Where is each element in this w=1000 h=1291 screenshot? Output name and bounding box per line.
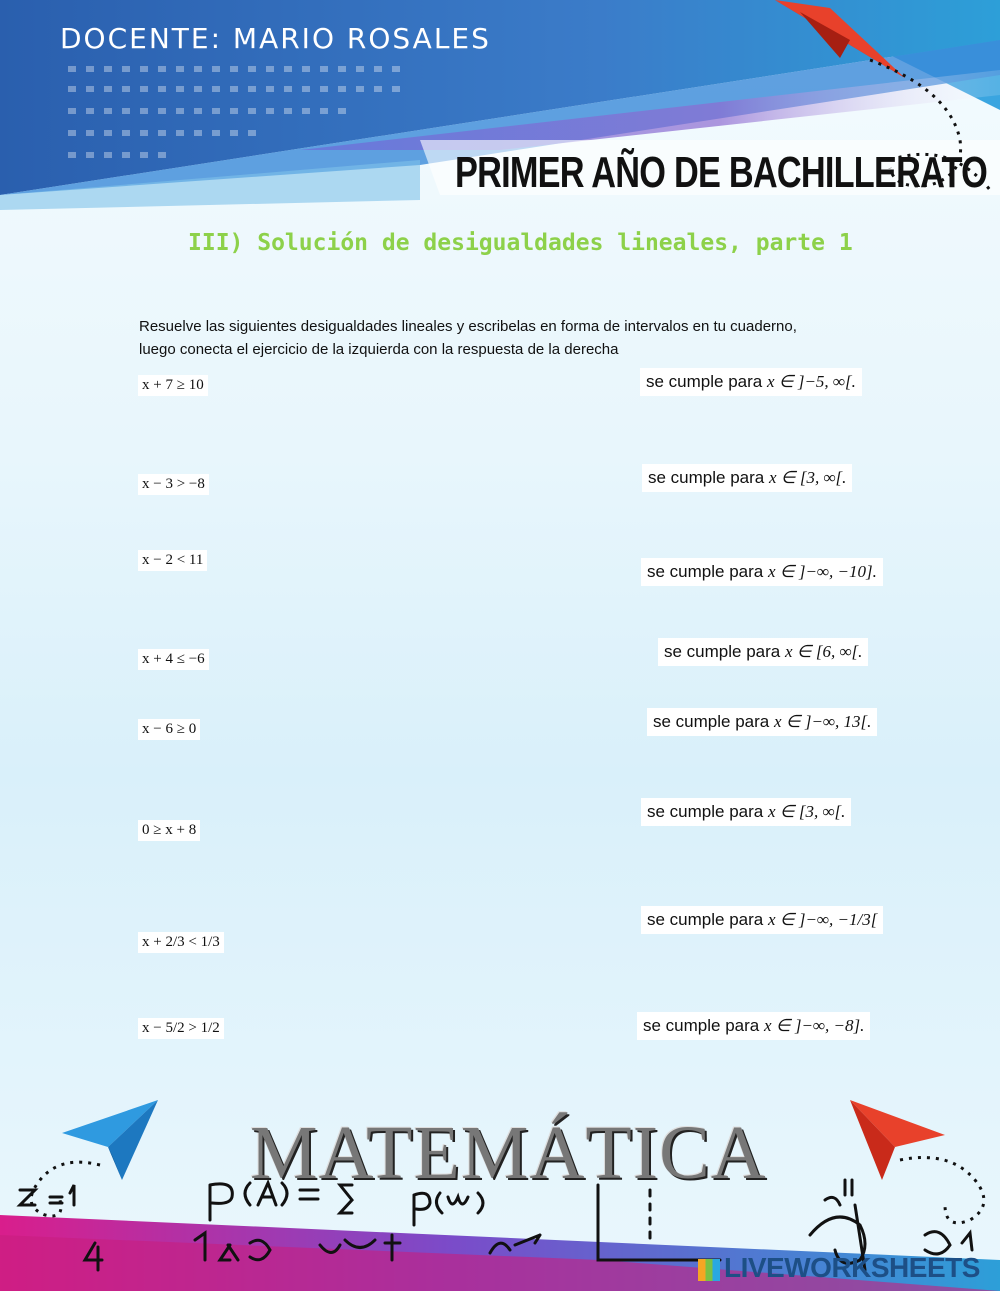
answer-7[interactable]: se cumple para x ∈ ]−∞, −1/3[ <box>641 906 883 934</box>
answer-1[interactable]: se cumple para x ∈ ]−5, ∞[. <box>640 368 862 396</box>
header-banner <box>0 0 1000 260</box>
teacher-name: DOCENTE: MARIO ROSALES <box>60 22 491 55</box>
exercise-2[interactable]: x − 3 > −8 <box>138 474 209 495</box>
exercise-7[interactable]: x + 2/3 < 1/3 <box>138 932 224 953</box>
answer-3[interactable]: se cumple para x ∈ ]−∞, −10]. <box>641 558 883 586</box>
answer-5[interactable]: se cumple para x ∈ ]−∞, 13[. <box>647 708 877 736</box>
grade-title: PRIMER AÑO DE BACHILLERATO <box>455 148 988 197</box>
exercise-1[interactable]: x + 7 ≥ 10 <box>138 375 208 396</box>
red-paper-plane-icon-footer <box>850 1100 984 1223</box>
matematica-title: MATEMÁTICA <box>250 1111 767 1195</box>
answer-6[interactable]: se cumple para x ∈ [3, ∞[. <box>641 798 851 826</box>
liveworksheets-logo[interactable]: LIVEWORKSHEETS <box>698 1252 980 1284</box>
answer-8[interactable]: se cumple para x ∈ ]−∞, −8]. <box>637 1012 870 1040</box>
exercise-5[interactable]: x − 6 ≥ 0 <box>138 719 200 740</box>
instructions-line-2: luego conecta el ejercicio de la izquierda con la respuesta de la derecha <box>139 341 619 358</box>
exercise-3[interactable]: x − 2 < 11 <box>138 550 207 571</box>
exercise-6[interactable]: 0 ≥ x + 8 <box>138 820 200 841</box>
instructions-line-1: Resuelve las siguientes desigualdades lineales y escribelas en forma de intervalos en tu cuaderno, <box>139 318 797 335</box>
blue-paper-plane-icon <box>31 1100 158 1216</box>
worksheet-subtitle: III) Solución de desigualdades lineales, parte 1 <box>188 230 853 256</box>
answer-4[interactable]: se cumple para x ∈ [6, ∞[. <box>658 638 868 666</box>
liveworksheets-mark-icon <box>698 1259 720 1281</box>
exercise-8[interactable]: x − 5/2 > 1/2 <box>138 1018 224 1039</box>
answer-2[interactable]: se cumple para x ∈ [3, ∞[. <box>642 464 852 492</box>
instructions <box>139 315 879 361</box>
exercise-4[interactable]: x + 4 ≤ −6 <box>138 649 209 670</box>
